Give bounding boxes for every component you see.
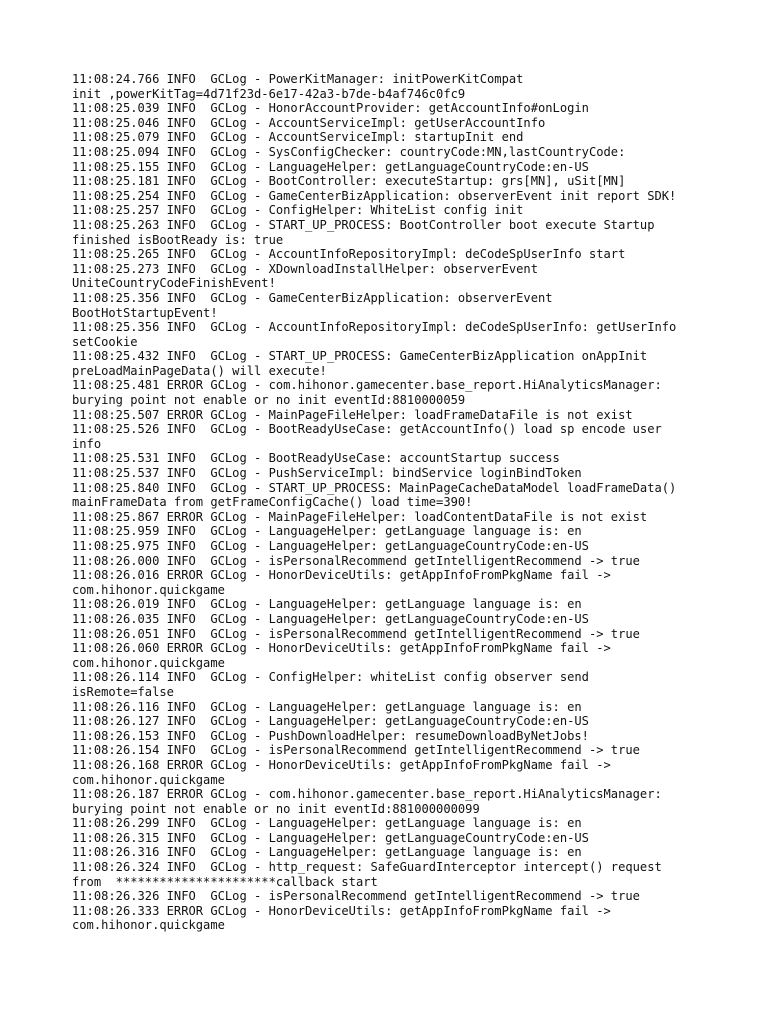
log-line: 11:08:26.299 INFO GCLog - LanguageHelper: getLanguage language is: en — [72, 816, 582, 831]
log-line: 11:08:24.766 INFO GCLog - PowerKitManager: initPowerKitCompat — [72, 72, 524, 86]
log-line: com.hihonor.quickgame — [72, 772, 225, 787]
log-line: 11:08:26.127 INFO GCLog - LanguageHelper: getLanguageCountryCode:en-US — [72, 714, 589, 729]
log-line: BootHotStartupEvent! — [72, 305, 218, 320]
log-line: 11:08:25.181 INFO GCLog - BootController: executeStartup: grs[MN], uSit[MN] — [72, 174, 626, 189]
log-line: 11:08:25.975 INFO GCLog - LanguageHelper: getLanguageCountryCode:en-US — [72, 539, 589, 553]
log-line: info — [72, 436, 102, 451]
log-line: 11:08:25.039 INFO GCLog - HonorAccountProvider: getAccountInfo#onLogin — [72, 101, 589, 116]
log-line: 11:08:26.324 INFO GCLog - http_request: SafeGuardInterceptor intercept() request — [72, 860, 662, 875]
log-line: 11:08:25.959 INFO GCLog - LanguageHelper: getLanguage language is: en — [72, 524, 582, 539]
log-line: 11:08:26.315 INFO GCLog - LanguageHelper: getLanguageCountryCode:en-US — [72, 830, 589, 845]
log-line: 11:08:26.016 ERROR GCLog - HonorDeviceUtils: getAppInfoFromPkgName fail -> — [72, 568, 611, 583]
log-line: isRemote=false — [72, 684, 174, 699]
log-line: 11:08:25.531 INFO GCLog - BootReadyUseCase: accountStartup success — [72, 451, 560, 466]
log-line: 11:08:26.316 INFO GCLog - LanguageHelper: getLanguage language is: en — [72, 845, 582, 860]
log-line: 11:08:26.187 ERROR GCLog - com.hihonor.gamecenter.base_report.HiAnalyticsManager: — [72, 787, 662, 802]
log-line: com.hihonor.quickgame — [72, 918, 225, 933]
log-line: 11:08:26.326 INFO GCLog - isPersonalRecommend getIntelligentRecommend -> true — [72, 889, 640, 904]
log-line: 11:08:25.356 INFO GCLog - AccountInfoRepositoryImpl: deCodeSpUserInfo: getUserInfo — [72, 320, 677, 335]
log-line: burying point not enable or no init eventId:8810000059 — [72, 393, 466, 408]
log-line: finished isBootReady is: true — [72, 232, 284, 247]
log-line: mainFrameData from getFrameConfigCache() load time=390! — [72, 495, 473, 510]
log-line: UniteCountryCodeFinishEvent! — [72, 276, 276, 291]
log-line: 11:08:25.481 ERROR GCLog - com.hihonor.gamecenter.base_report.HiAnalyticsManager: — [72, 378, 662, 393]
log-line: com.hihonor.quickgame — [72, 655, 225, 670]
log-line: 11:08:25.507 ERROR GCLog - MainPageFileHelper: loadFrameDataFile is not exist — [72, 407, 633, 422]
log-line: 11:08:25.840 INFO GCLog - START_UP_PROCESS: MainPageCacheDataModel loadFrameData() — [72, 480, 677, 495]
log-line: init ,powerKitTag=4d71f23d-6e17-42a3-b7de-b4af746c0fc9 — [72, 86, 466, 101]
log-line: 11:08:26.019 INFO GCLog - LanguageHelper: getLanguage language is: en — [72, 597, 582, 612]
log-line: 11:08:26.114 INFO GCLog - ConfigHelper: whiteList config observer send — [72, 670, 589, 685]
log-line: 11:08:26.153 INFO GCLog - PushDownloadHelper: resumeDownloadByNetJobs! — [72, 728, 589, 743]
log-line: from **********************callback start — [72, 874, 378, 889]
log-line: 11:08:25.155 INFO GCLog - LanguageHelper: getLanguageCountryCode:en-US — [72, 159, 589, 174]
log-line: 11:08:25.265 INFO GCLog - AccountInfoRepositoryImpl: deCodeSpUserInfo start — [72, 247, 626, 262]
log-line: 11:08:25.432 INFO GCLog - START_UP_PROCESS: GameCenterBizApplication onAppInit — [72, 349, 648, 364]
log-line: 11:08:26.000 INFO GCLog - isPersonalRecommend getIntelligentRecommend -> true — [72, 553, 640, 568]
log-line: burying point not enable or no init eventId:881000000099 — [72, 801, 480, 816]
log-line: setCookie — [72, 334, 138, 349]
log-line: 11:08:25.867 ERROR GCLog - MainPageFileHelper: loadContentDataFile is not exist — [72, 509, 648, 524]
log-line: 11:08:26.060 ERROR GCLog - HonorDeviceUtils: getAppInfoFromPkgName fail -> — [72, 641, 611, 656]
log-line: 11:08:25.526 INFO GCLog - BootReadyUseCase: getAccountInfo() load sp encode user — [72, 422, 662, 437]
log-line: 11:08:25.079 INFO GCLog - AccountServiceImpl: startupInit end — [72, 130, 524, 145]
log-line: 11:08:25.094 INFO GCLog - SysConfigChecker: countryCode:MN,lastCountryCode: — [72, 144, 626, 159]
log-line: 11:08:25.263 INFO GCLog - START_UP_PROCESS: BootController boot execute Startup — [72, 217, 655, 232]
log-body — [72, 72, 712, 933]
log-line: preLoadMainPageData() will execute! — [72, 363, 327, 378]
log-line: 11:08:25.254 INFO GCLog - GameCenterBizApplication: observerEvent init report SDK! — [72, 188, 677, 203]
log-line: 11:08:26.035 INFO GCLog - LanguageHelper: getLanguageCountryCode:en-US — [72, 611, 589, 626]
log-line: 11:08:25.356 INFO GCLog - GameCenterBizApplication: observerEvent — [72, 290, 553, 305]
log-line: com.hihonor.quickgame — [72, 582, 225, 597]
log-line: 11:08:25.273 INFO GCLog - XDownloadInstallHelper: observerEvent — [72, 261, 538, 276]
log-line: 11:08:26.333 ERROR GCLog - HonorDeviceUtils: getAppInfoFromPkgName fail -> — [72, 903, 611, 918]
log-line: 11:08:25.046 INFO GCLog - AccountServiceImpl: getUserAccountInfo — [72, 115, 546, 130]
log-line: 11:08:26.168 ERROR GCLog - HonorDeviceUtils: getAppInfoFromPkgName fail -> — [72, 757, 611, 772]
log-line: 11:08:25.257 INFO GCLog - ConfigHelper: WhiteList config init — [72, 203, 524, 218]
log-line: 11:08:26.116 INFO GCLog - LanguageHelper: getLanguage language is: en — [72, 699, 582, 714]
log-line: 11:08:25.537 INFO GCLog - PushServiceImpl: bindService loginBindToken — [72, 466, 582, 481]
log-line: 11:08:26.154 INFO GCLog - isPersonalRecommend getIntelligentRecommend -> true — [72, 743, 640, 758]
log-document — [72, 72, 712, 933]
log-line: 11:08:26.051 INFO GCLog - isPersonalRecommend getIntelligentRecommend -> true — [72, 626, 640, 641]
